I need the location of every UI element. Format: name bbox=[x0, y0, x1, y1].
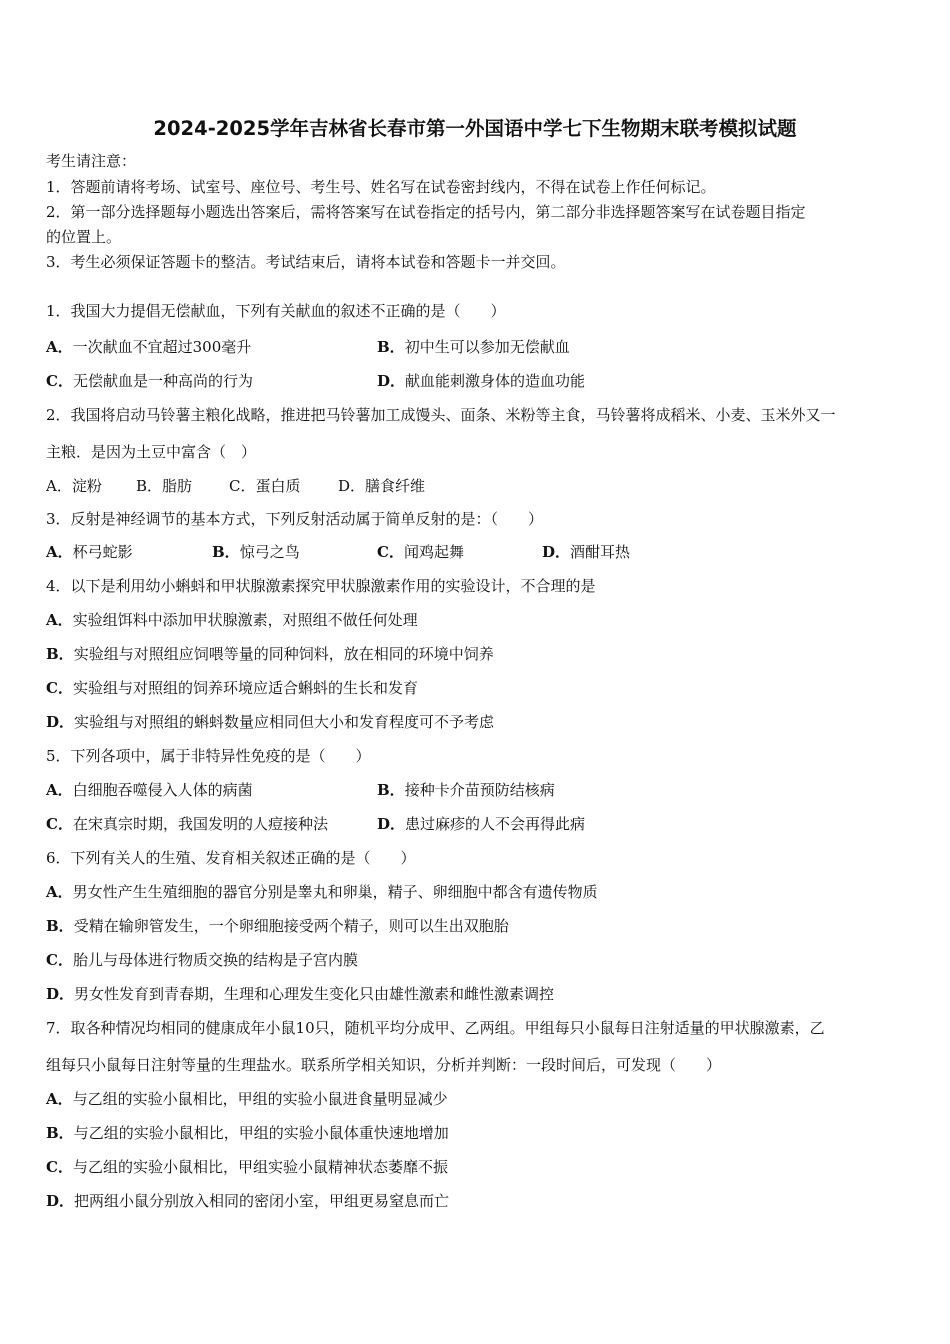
option-b: B．接种卡介苗预防结核病 bbox=[377, 781, 555, 799]
option-d: D．献血能刺激身体的造血功能 bbox=[377, 372, 586, 390]
option-b: B．实验组与对照组应饲喂等量的同种饲料，放在相同的环境中饲养 bbox=[46, 645, 494, 663]
option-c: C．蛋白质 bbox=[229, 477, 301, 495]
question-stem: 6．下列有关人的生殖、发育相关叙述正确的是（ ） bbox=[46, 849, 416, 867]
option-d: D．膳食纤维 bbox=[338, 477, 426, 495]
option-c: C．与乙组的实验小鼠相比，甲组实验小鼠精神状态萎靡不振 bbox=[46, 1158, 448, 1176]
notice-item: 2．第一部分选择题每小题选出答案后，需将答案写在试卷指定的括号内，第二部分非选择题答案写在试卷题目指定 bbox=[46, 203, 806, 221]
notice-heading: 考生请注意： bbox=[46, 152, 137, 170]
question-stem: 组每只小鼠每日注射等量的生理盐水。联系所学相关知识，分析并判断：一段时间后，可发现（ ） bbox=[46, 1056, 722, 1074]
option-a: A．与乙组的实验小鼠相比，甲组的实验小鼠进食量明显减少 bbox=[46, 1090, 448, 1108]
option-d: D．把两组小鼠分别放入相同的密闭小室，甲组更易窒息而亡 bbox=[46, 1192, 450, 1210]
question-stem: 4．以下是利用幼小蝌蚪和甲状腺激素探究甲状腺激素作用的实验设计，不合理的是 bbox=[46, 577, 596, 595]
question-stem: 主粮．是因为土豆中富含（ ） bbox=[46, 443, 257, 461]
notice-item: 3．考生必须保证答题卡的整洁。考试结束后，请将本试卷和答题卡一并交回。 bbox=[46, 253, 566, 271]
option-b: B．初中生可以参加无偿献血 bbox=[377, 338, 570, 356]
option-a: A．杯弓蛇影 bbox=[46, 543, 133, 561]
option-d: D．酒酣耳热 bbox=[542, 543, 631, 561]
option-c: C．胎儿与母体进行物质交换的结构是子宫内膜 bbox=[46, 951, 358, 969]
option-a: A．淀粉 bbox=[46, 477, 102, 495]
option-b: B．惊弓之鸟 bbox=[212, 543, 300, 561]
question-stem: 2．我国将启动马铃薯主粮化战略，推进把马铃薯加工成馒头、面条、米粉等主食，马铃薯将成稻米、小麦、玉米外又一 bbox=[46, 406, 836, 424]
option-c: C．在宋真宗时期，我国发明的人痘接种法 bbox=[46, 815, 328, 833]
notice-item: 1．答题前请将考场、试室号、座位号、考生号、姓名写在试卷密封线内，不得在试卷上作任何标记。 bbox=[46, 178, 716, 196]
option-c: C．实验组与对照组的饲养环境应适合蝌蚪的生长和发育 bbox=[46, 679, 418, 697]
question-stem: 5．下列各项中，属于非特异性免疫的是（ ） bbox=[46, 747, 371, 765]
page-title: 2024-2025学年吉林省长春市第一外国语中学七下生物期末联考模拟试题 bbox=[153, 117, 797, 140]
option-b: B．脂肪 bbox=[136, 477, 193, 495]
notice-item: 的位置上。 bbox=[46, 228, 122, 246]
option-d: D．实验组与对照组的蝌蚪数量应相同但大小和发育程度可不予考虑 bbox=[46, 713, 495, 731]
question-stem: 7．取各种情况均相同的健康成年小鼠10只，随机平均分成甲、乙两组。甲组每只小鼠每日注射适量的甲状腺激素，乙 bbox=[46, 1019, 825, 1037]
option-d: D．患过麻疹的人不会再得此病 bbox=[377, 815, 586, 833]
option-c: C．无偿献血是一种高尚的行为 bbox=[46, 372, 253, 390]
option-d: D．男女性发育到青春期，生理和心理发生变化只由雄性激素和雌性激素调控 bbox=[46, 985, 555, 1003]
option-a: A．一次献血不宜超过300毫升 bbox=[46, 338, 252, 356]
question-stem: 1．我国大力提倡无偿献血，下列有关献血的叙述不正确的是（ ） bbox=[46, 302, 506, 320]
option-c: C．闻鸡起舞 bbox=[377, 543, 464, 561]
option-a: A．实验组饵料中添加甲状腺激素，对照组不做任何处理 bbox=[46, 611, 418, 629]
question-stem: 3．反射是神经调节的基本方式，下列反射活动属于简单反射的是：（ ） bbox=[46, 510, 544, 528]
option-b: B．受精在输卵管发生，一个卵细胞接受两个精子，则可以生出双胞胎 bbox=[46, 917, 509, 935]
option-a: A．白细胞吞噬侵入人体的病菌 bbox=[46, 781, 253, 799]
option-b: B．与乙组的实验小鼠相比，甲组的实验小鼠体重快速地增加 bbox=[46, 1124, 449, 1142]
option-a: A．男女性产生生殖细胞的器官分别是睾丸和卵巢，精子、卵细胞中都含有遗传物质 bbox=[46, 883, 598, 901]
